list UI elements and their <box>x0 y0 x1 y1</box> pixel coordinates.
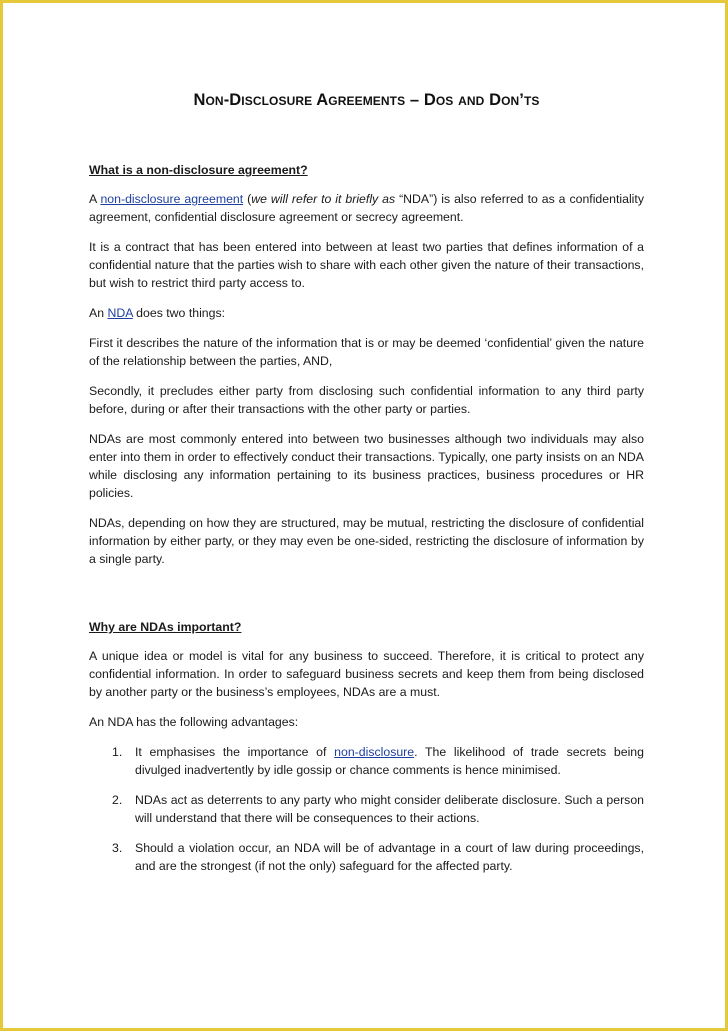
paragraph-definition: A non-disclosure agreement (we will refer to it briefly as “NDA”) is also referred to as a confidentiality agreement, confidential disclosure agreement or secrecy agreement. <box>89 192 644 224</box>
paragraph-common-use: NDAs are most commonly entered into between two businesses although two individuals may also enter into them in order to effectively conduct their transactions. Typically, one party insists on an NDA while disclosing any information pertaining to its business practices, business procedures or HR policies. <box>89 432 644 500</box>
list-item: 3. Should a violation occur, an NDA will be of advantage in a court of law during proceedings, and are the strongest (if not the only) safeguard for the affected party. <box>112 841 644 873</box>
list-item: 2. NDAs act as deterrents to any party who might consider deliberate disclosure. Such a person will understand that there will be consequences to their actions. <box>112 793 644 825</box>
section-heading-what-is: What is a non-disclosure agreement? <box>89 163 308 177</box>
italic-note: we will refer to it briefly as <box>251 192 396 206</box>
paragraph-unique-idea: A unique idea or model is vital for any business to succeed. Therefore, it is critical to protect any confidential information. In order to safeguard business secrets and keep them from being disclosed by another party or the business’s employees, NDAs are a must. <box>89 649 644 699</box>
section-spacer <box>89 580 644 618</box>
paragraph-first: First it describes the nature of the information that is or may be deemed ‘confidential’ given the nature of the relationship between the parties, AND, <box>89 336 644 368</box>
paragraph-mutual: NDAs, depending on how they are structured, may be mutual, restricting the disclosure of confidential information by either party, or they may even be one-sided, restricting the disclosure of information by a single party. <box>89 516 644 566</box>
document-title: Non-Disclosure Agreements – Dos and Don’ts <box>193 91 540 109</box>
section-heading-why-important: Why are NDAs important? <box>89 620 242 634</box>
advantages-list <box>89 743 644 875</box>
non-disclosure-link[interactable]: non-disclosure <box>334 745 415 759</box>
paragraph-advantages-intro: An NDA has the following advantages: <box>89 715 299 729</box>
list-number: 3. <box>112 841 123 855</box>
paragraph-secondly: Secondly, it precludes either party from disclosing such confidential information to any third party before, during or after their transactions with the other party or parties. <box>89 384 644 416</box>
nda-link[interactable]: NDA <box>107 306 133 320</box>
non-disclosure-agreement-link[interactable]: non-disclosure agreement <box>100 192 244 206</box>
paragraph-two-things: An NDA does two things: <box>89 306 226 320</box>
document-body <box>89 91 644 887</box>
list-item: 1. It emphasises the importance of non-disclosure. The likelihood of trade secrets being divulged inadvertently by idle gossip or chance comments is hence minimised. <box>112 745 644 777</box>
list-number: 2. <box>112 793 123 807</box>
list-number: 1. <box>112 745 123 759</box>
paragraph-contract: It is a contract that has been entered into between at least two parties that defines information of a confidential nature that the parties wish to share with each other given the nature of their transactions, but wish to restrict third party access to. <box>89 240 644 290</box>
